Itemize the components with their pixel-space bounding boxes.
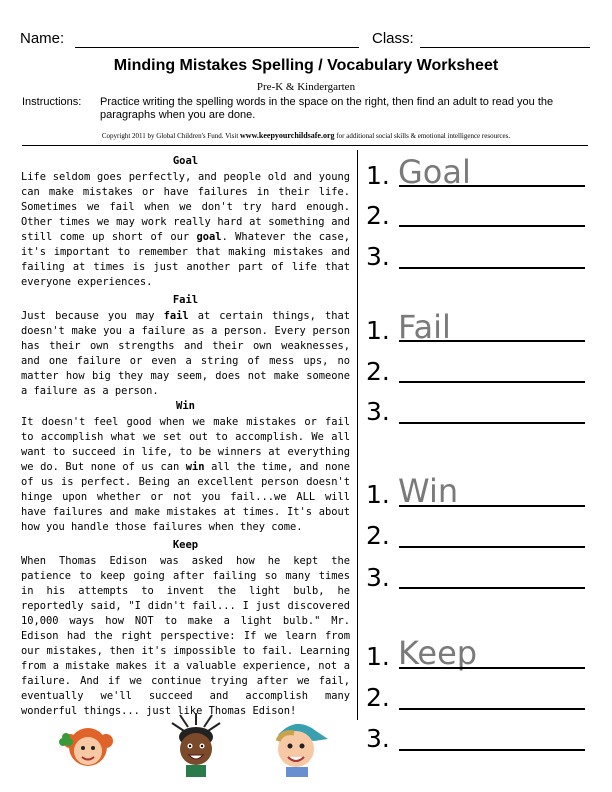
name-field[interactable]	[75, 47, 359, 48]
practice-word: Fail	[398, 308, 451, 346]
paragraph-win	[21, 400, 350, 535]
girl-with-clover-icon	[58, 717, 118, 777]
practice-word: Win	[398, 472, 459, 510]
writing-line[interactable]	[399, 749, 585, 751]
grade-level: Pre-K & Kindergarten	[256, 81, 356, 93]
line-number: 2.	[366, 521, 390, 550]
writing-line[interactable]	[399, 185, 585, 187]
copyright-suffix: for additional social skills & emotional intelligence resources.	[334, 132, 511, 140]
line-number: 2.	[366, 357, 390, 386]
writing-line[interactable]	[399, 267, 585, 269]
practice-word: Goal	[398, 153, 471, 191]
paragraph-text: Just because you may fail at certain things, that doesn't make you a failure as a person. Every person has their own strengths and their own weaknesses, and one failure or even a string of mess ups, no matter how big they may seem, does not make someone a failure as a person.	[21, 310, 351, 397]
instructions-label: Instructions:	[22, 96, 82, 108]
page-title: Minding Mistakes Spelling / Vocabulary Worksheet	[113, 57, 499, 74]
writing-line[interactable]	[399, 708, 585, 710]
paragraph-text: Life seldom goes perfectly, and people old and young can make mistakes or have failures in their life. Sometimes we fail when we don't try hard enough. Other times we may work really hard at something and still come up short of our goal. Whatever the case, it's important to remember that making mistakes and failing at times is just another part of life that everyone experiences.	[21, 171, 350, 288]
line-number: 3.	[366, 242, 390, 271]
line-number: 1.	[366, 316, 390, 345]
writing-line[interactable]	[399, 381, 585, 383]
boy-with-braids-icon	[168, 713, 224, 779]
paragraph-heading: Win	[176, 400, 195, 412]
writing-line[interactable]	[399, 422, 585, 424]
writing-line[interactable]	[399, 667, 585, 669]
writing-line[interactable]	[399, 587, 585, 589]
copyright-line	[0, 131, 612, 140]
line-number: 3.	[366, 397, 390, 426]
column-divider	[357, 150, 358, 720]
class-label: Class:	[372, 30, 414, 47]
paragraph-text: When Thomas Edison was asked how he kept the patience to keep going after failing so many times in his attempts to invent the light bulb, he reportedly said, "I didn't fail... I just discovered 10,000 ways how NOT to make a light bulb." Mr. Edison had the right perspective: If we learn from our mistakes, then it's impossible to fail. Learning from a mistake makes it a valuable experience, not a failure. And if we continue trying after we fail, eventually we'll succeed and accomplish many wonderful things... just like Thomas Edison!	[21, 555, 350, 717]
line-number: 1.	[366, 642, 390, 671]
paragraph-heading: Goal	[172, 155, 199, 167]
line-number: 2.	[366, 683, 390, 712]
writing-line[interactable]	[399, 505, 585, 507]
class-field[interactable]	[420, 47, 590, 48]
paragraph-fail	[21, 294, 350, 399]
line-number: 3.	[366, 563, 390, 592]
paragraph-keep	[21, 539, 350, 719]
header-divider	[22, 145, 588, 146]
paragraph-heading: Keep	[172, 539, 199, 551]
writing-line[interactable]	[399, 225, 585, 227]
paragraph-heading: Fail	[172, 294, 199, 306]
line-number: 2.	[366, 201, 390, 230]
line-number: 3.	[366, 724, 390, 753]
copyright-prefix: Copyright 2011 by Global Children's Fund. Visit	[101, 132, 241, 140]
practice-word: Keep	[398, 634, 478, 672]
name-label: Name:	[20, 30, 65, 47]
writing-line[interactable]	[399, 340, 585, 342]
writing-line[interactable]	[399, 546, 585, 548]
copyright-url[interactable]: www.keepyourchildsafe.org	[240, 131, 335, 140]
paragraph-text: It doesn't feel good when we make mistakes or fail to accomplish what we set out to accomplish. We all want to succeed in life, to be winners at everything we do. But none of us can win all the time, and none of us is perfect. Being an excellent person doesn't hinge upon whether or not you fail...we ALL will have failures and make mistakes at times. It's about how you handle those failures when they come.	[21, 416, 350, 533]
line-number: 1.	[366, 480, 390, 509]
paragraph-goal	[21, 155, 350, 290]
boy-with-cap-icon	[266, 713, 330, 779]
line-number: 1.	[366, 161, 390, 190]
instructions-text: Practice writing the spelling words in the space on the right, then find an adult to read you the paragraphs when you are done.	[100, 96, 554, 121]
